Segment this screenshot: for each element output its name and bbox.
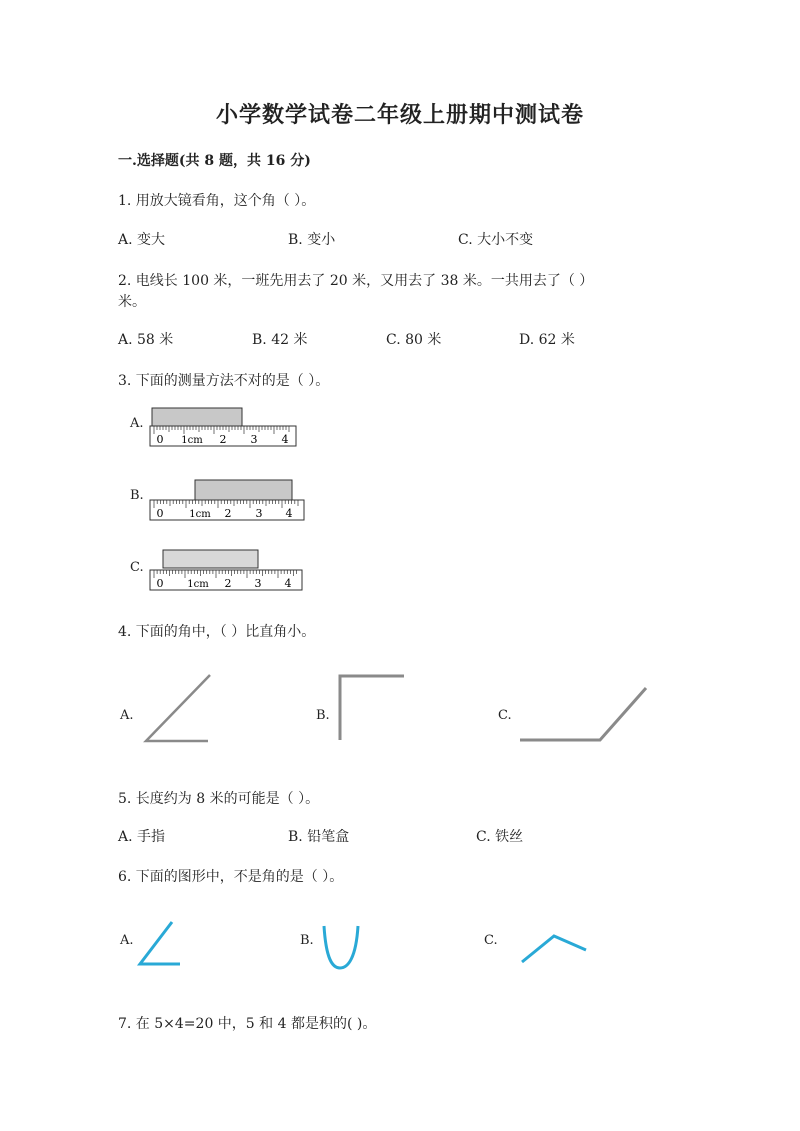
- measured-bar-c: [163, 550, 258, 568]
- q6-option-c[interactable]: C.: [484, 933, 498, 948]
- ruler-a-label-0: 0: [156, 433, 164, 446]
- ruler-a-label-1: 1cm: [181, 435, 203, 446]
- page-title: 小学数学试卷二年级上册期中测试卷: [215, 102, 584, 128]
- q4-option-a[interactable]: A.: [120, 708, 134, 723]
- question-5-stem: 5. 长度约为 8 米的可能是（ ）。: [118, 791, 320, 807]
- ruler-a-label-3: 3: [250, 433, 258, 446]
- ruler-b-label-2: 2: [224, 507, 232, 520]
- acute-angle-figure: [140, 670, 220, 746]
- question-2-stem: 2. 电线长 100 米，一班先用去了 20 米，又用去了 38 米。一共用去了（ ）: [118, 273, 594, 289]
- blue-angle-figure: [136, 918, 184, 970]
- q4-option-c[interactable]: C.: [498, 708, 512, 723]
- q6-option-b[interactable]: B.: [300, 933, 314, 948]
- blue-curve-figure: [318, 922, 364, 974]
- question-1-stem: 1. 用放大镜看角，这个角（ ）。: [118, 193, 316, 209]
- ruler-a-label-2: 2: [219, 433, 227, 446]
- question-4-stem: 4. 下面的角中，（ ）比直角小。: [118, 624, 316, 640]
- right-angle-figure: [334, 670, 410, 744]
- measured-bar-a: [152, 408, 242, 426]
- q5-option-c[interactable]: C. 铁丝: [476, 829, 524, 845]
- question-6-stem: 6. 下面的图形中，不是角的是（ ）。: [118, 869, 344, 885]
- measured-bar-b: [195, 480, 292, 500]
- q4-option-b[interactable]: B.: [316, 708, 330, 723]
- obtuse-angle-figure: [516, 682, 652, 746]
- q3-option-a[interactable]: A.: [130, 416, 144, 431]
- q3-option-b[interactable]: B.: [130, 488, 144, 503]
- question-3-stem: 3. 下面的测量方法不对的是（ ）。: [118, 373, 330, 389]
- question-7-stem: 7. 在 5×4=20 中，5 和 4 都是积的( )。: [118, 1016, 377, 1032]
- q2-option-c[interactable]: C. 80 米: [386, 332, 442, 348]
- question-2-stem-cont: 米。: [118, 294, 146, 310]
- blue-caret-figure: [518, 930, 590, 966]
- ruler-c-label-1: 1cm: [187, 579, 209, 590]
- ruler-c-label-2: 2: [224, 577, 232, 590]
- ruler-figure-b: [140, 472, 310, 524]
- ruler-b-label-0: 0: [156, 507, 164, 520]
- q6-option-a[interactable]: A.: [120, 933, 134, 948]
- q5-option-b[interactable]: B. 铅笔盒: [288, 829, 350, 845]
- ruler-figure-a: [140, 400, 310, 452]
- ruler-a-label-4: 4: [281, 433, 289, 446]
- ruler-c-label-4: 4: [284, 577, 292, 590]
- ruler-b-label-4: 4: [285, 507, 293, 520]
- q2-option-a[interactable]: A. 58 米: [118, 332, 174, 348]
- q2-option-d[interactable]: D. 62 米: [519, 332, 575, 348]
- q2-option-b[interactable]: B. 42 米: [252, 332, 308, 348]
- ruler-figure-c: [140, 544, 310, 596]
- q5-option-a[interactable]: A. 手指: [118, 829, 166, 845]
- ruler-c-label-3: 3: [254, 577, 262, 590]
- ruler-c-label-0: 0: [156, 577, 164, 590]
- ruler-b-label-1: 1cm: [189, 509, 211, 520]
- q3-option-c[interactable]: C.: [130, 560, 144, 575]
- q1-option-a[interactable]: A. 变大: [118, 232, 166, 248]
- q1-option-b[interactable]: B. 变小: [288, 232, 336, 248]
- q1-option-c[interactable]: C. 大小不变: [458, 232, 534, 248]
- section-heading: 一.选择题(共 8 题，共 16 分): [118, 153, 311, 169]
- ruler-b-label-3: 3: [255, 507, 263, 520]
